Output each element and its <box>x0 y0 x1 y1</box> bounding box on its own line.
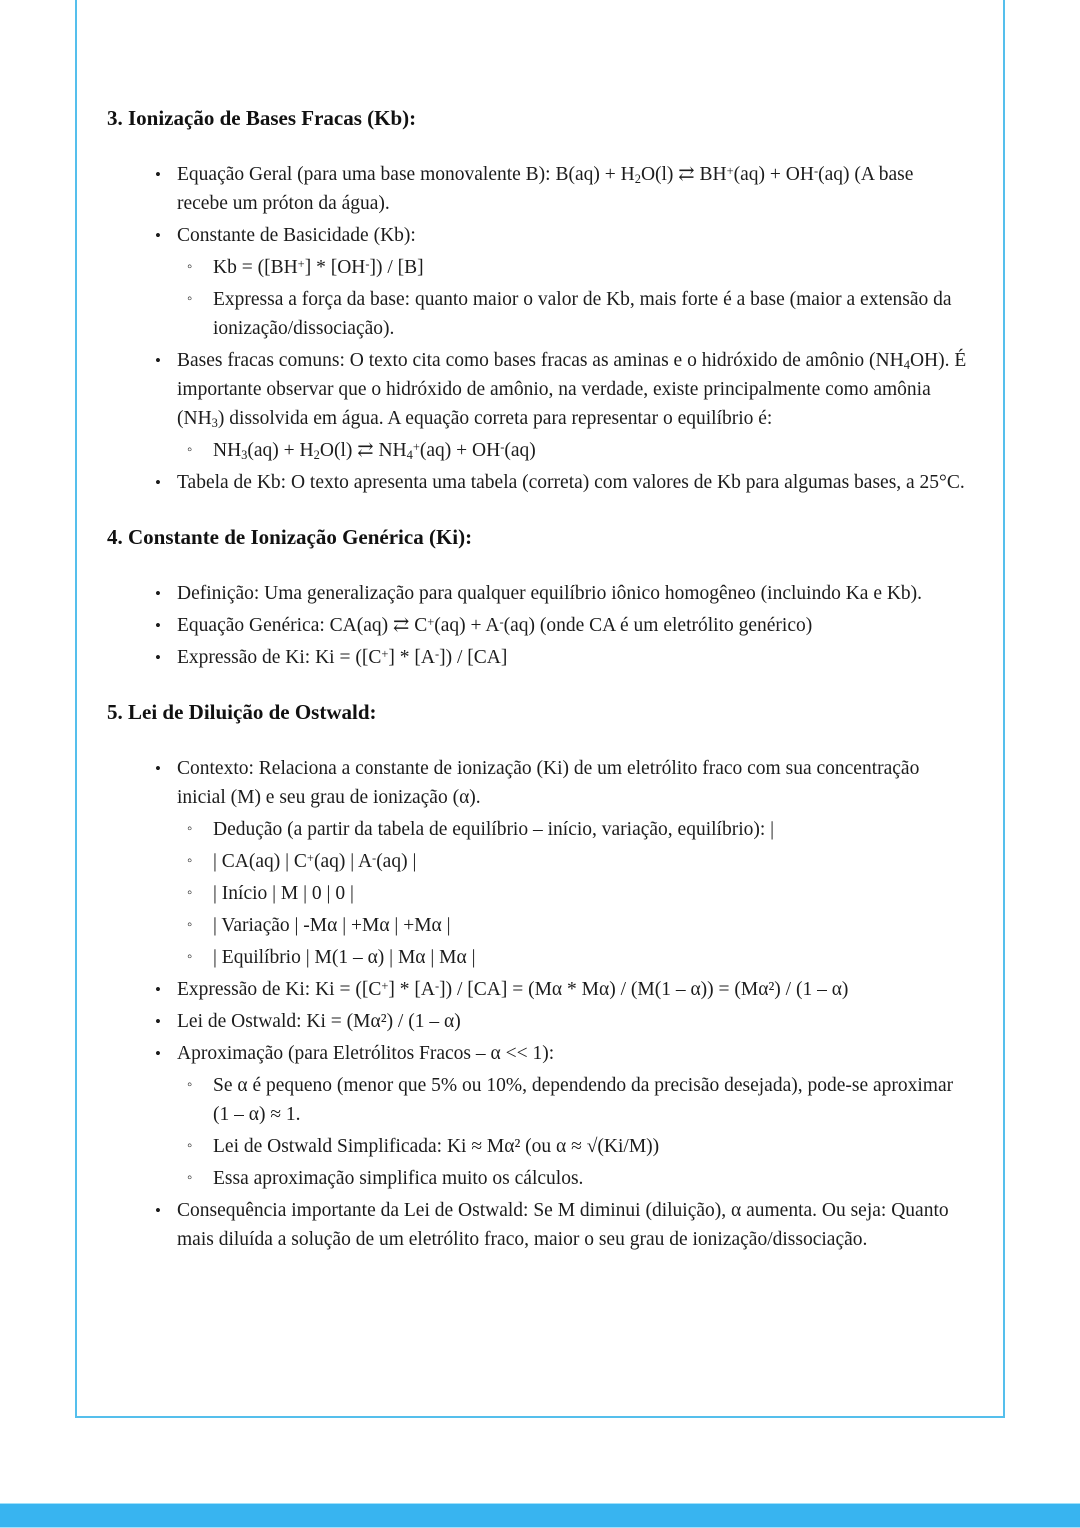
item-text: Equação Genérica: CA(aq) ⇄ C+(aq) + A-(aq) (onde CA é um eletrólito genérico) <box>177 614 813 636</box>
item-text: Se α é pequeno (menor que 5% ou 10%, dependendo da precisão desejada), pode-se aproximar (1 – α) ≈ 1. <box>213 1075 954 1125</box>
list-item-level1 <box>107 221 969 250</box>
list-item-level1 <box>107 1196 969 1254</box>
bullet-marker: ◦ <box>187 442 193 458</box>
section <box>107 104 969 497</box>
list-item-level2 <box>107 943 969 972</box>
item-text: Dedução (a partir da tabela de equilíbrio – início, variação, equilíbrio): | <box>213 819 775 840</box>
item-text: Essa aproximação simplifica muito os cálculos. <box>213 1168 584 1189</box>
bullet-marker: ◦ <box>187 917 193 933</box>
bullet-marker: • <box>155 165 161 184</box>
item-text: | Início | M | 0 | 0 | <box>213 883 354 904</box>
item-text: Kb = ([BH+] * [OH-]) / [B] <box>213 256 424 278</box>
item-text: | Equilíbrio | M(1 – α) | Mα | Mα | <box>213 947 476 968</box>
item-text: Expressão de Ki: Ki = ([C+] * [A-]) / [CA] = (Mα * Mα) / (M(1 – α)) = (Mα²) / (1 – α) <box>177 978 849 1000</box>
bullet-marker: • <box>155 1012 161 1031</box>
bullet-marker: ◦ <box>187 853 193 869</box>
bullet-marker: • <box>155 1201 161 1220</box>
bullet-marker: ◦ <box>187 1138 193 1154</box>
list-item-level1 <box>107 1007 969 1036</box>
bullet-marker: • <box>155 980 161 999</box>
item-text: Aproximação (para Eletrólitos Fracos – α << 1): <box>177 1043 555 1064</box>
bullet-marker: • <box>155 584 161 603</box>
item-text: $NH_3(aq) + H_2O(l)$ ⇄ $NH_4^+(aq) + OH^-(aq)$ <box>213 439 536 463</box>
list-item-level1 <box>107 975 969 1004</box>
list-item-level1 <box>107 468 969 497</box>
item-text: Expressão de Ki: Ki = ([C+] * [A-]) / [CA] <box>177 646 508 668</box>
list-item-level2 <box>107 285 969 343</box>
footer-accent-bar <box>0 1503 1080 1528</box>
list-item-level2 <box>107 911 969 940</box>
list-item-level1 <box>107 754 969 812</box>
item-text: Constante de Basicidade (Kb): <box>177 225 416 246</box>
document-frame <box>75 0 1005 1418</box>
bullet-marker: • <box>155 473 161 492</box>
item-text: Equação Geral (para uma base monovalente B): $B(aq) + H_2O(l)$ ⇄ BH+(aq) + OH-(aq) (A base recebe um próton da água). <box>177 163 914 214</box>
bullet-marker: ◦ <box>187 1077 193 1093</box>
list-item-level2 <box>107 879 969 908</box>
bullet-marker: • <box>155 1044 161 1063</box>
bullet-marker: ◦ <box>187 291 193 307</box>
list-item-level1 <box>107 346 969 433</box>
list-item-level2 <box>107 1071 969 1129</box>
list-item-level1 <box>107 1039 969 1068</box>
bullet-marker: • <box>155 759 161 778</box>
item-text: Contexto: Relaciona a constante de ionização (Ki) de um eletrólito fraco com sua concentração inicial (M) e seu grau de ionização (α). <box>177 758 920 808</box>
item-text: | Variação | -Mα | +Mα | +Mα | <box>213 915 451 936</box>
section-heading: 5. Lei de Diluição de Ostwald: <box>107 700 377 724</box>
bullet-marker: • <box>155 351 161 370</box>
list-item-level2 <box>107 815 969 844</box>
item-text: Lei de Ostwald: Ki = (Mα²) / (1 – α) <box>177 1011 461 1032</box>
section-heading: 3. Ionização de Bases Fracas (Kb): <box>107 106 417 130</box>
list-item-level2 <box>107 253 969 282</box>
list-item-level1 <box>107 579 969 608</box>
bullet-marker: ◦ <box>187 259 193 275</box>
list-item-level2 <box>107 1164 969 1193</box>
item-text: Expressa a força da base: quanto maior o valor de Kb, mais forte é a base (maior a extensão da ionização/dissociação). <box>213 289 952 339</box>
item-text: | CA(aq) | C+(aq) | A-(aq) | <box>213 850 417 872</box>
section-heading: 4. Constante de Ionização Genérica (Ki): <box>107 525 473 549</box>
list-item-level1 <box>107 643 969 672</box>
bullet-marker: • <box>155 648 161 667</box>
list-item-level2 <box>107 1132 969 1161</box>
item-text: Tabela de Kb: O texto apresenta uma tabela (correta) com valores de Kb para algumas bases, a 25°C. <box>177 472 965 493</box>
list-item-level1 <box>107 160 969 218</box>
item-text: Lei de Ostwald Simplificada: Ki ≈ Mα² (ou α ≈ √(Ki/M)) <box>213 1136 660 1157</box>
section <box>107 698 969 1254</box>
bullet-marker: ◦ <box>187 1170 193 1186</box>
bullet-marker: • <box>155 226 161 245</box>
list-item-level2 <box>107 847 969 876</box>
document-content <box>77 0 1003 1254</box>
section <box>107 523 969 672</box>
bullet-marker: ◦ <box>187 821 193 837</box>
list-item-level1 <box>107 611 969 640</box>
bullet-marker: • <box>155 616 161 635</box>
item-text: Definição: Uma generalização para qualquer equilíbrio iônico homogêneo (incluindo Ka e Kb). <box>177 583 923 604</box>
item-text: Bases fracas comuns: O texto cita como bases fracas as aminas e o hidróxido de amônio $(NH_4OH)$. É importante observar que o hidróxido de amônio, na verdade, existe principalmente como amônia $(NH_3)$ dissolvida em água. A equação correta para representar o equilíbrio é: <box>177 350 967 431</box>
item-text: Consequência importante da Lei de Ostwald: Se M diminui (diluição), α aumenta. Ou seja: Quanto mais diluída a solução de um eletrólito fraco, maior o seu grau de ionização/dissociação. <box>177 1200 949 1250</box>
bullet-marker: ◦ <box>187 949 193 965</box>
bullet-marker: ◦ <box>187 885 193 901</box>
list-item-level2 <box>107 436 969 465</box>
